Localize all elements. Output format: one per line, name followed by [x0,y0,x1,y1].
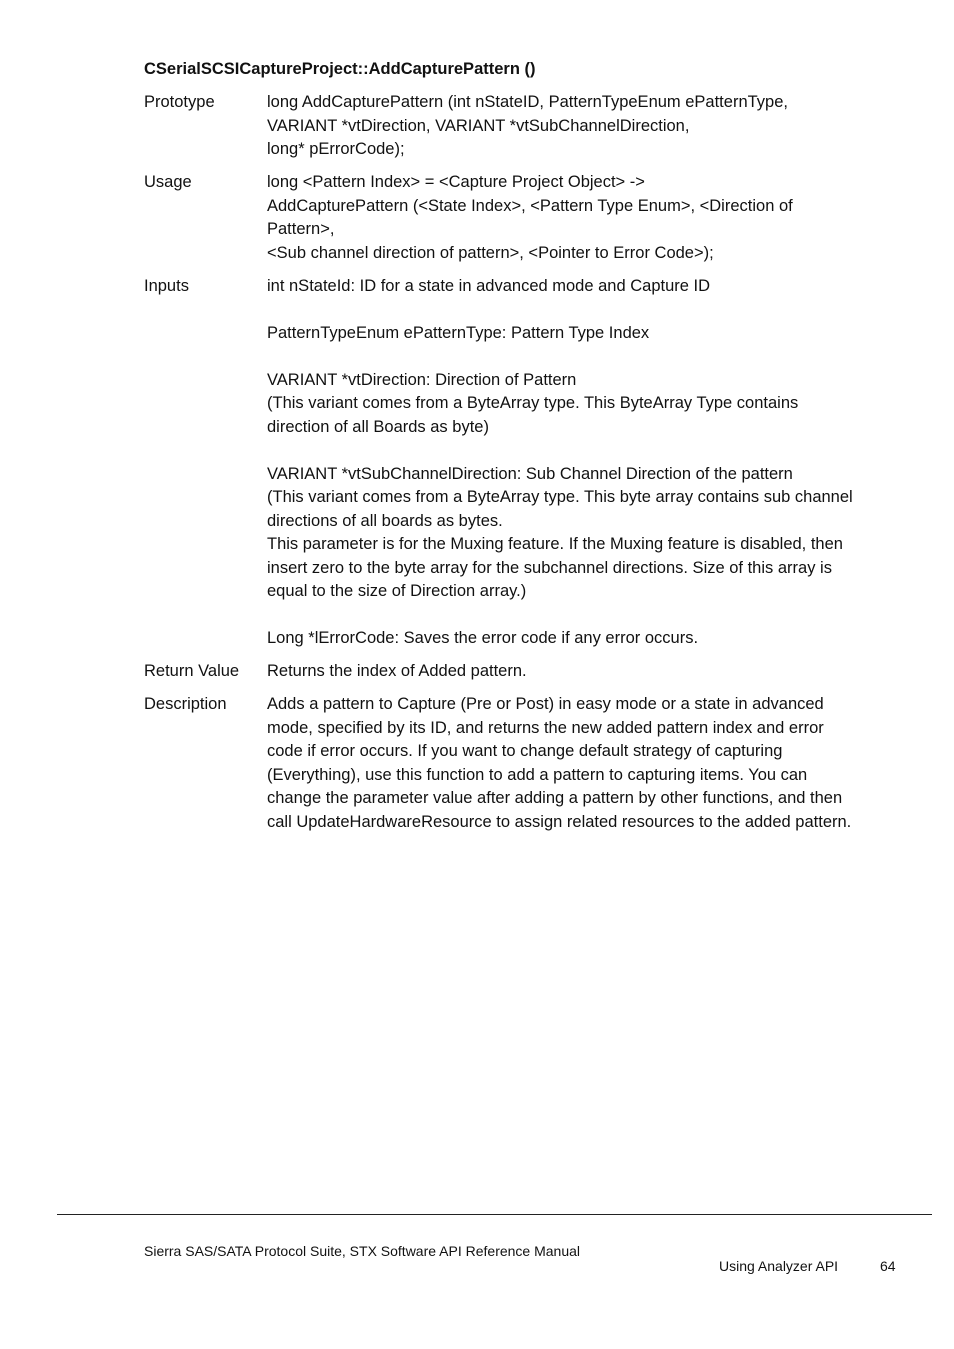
row-label: Inputs [144,276,189,295]
definition-row-inputs [144,275,904,651]
text-line: long* pErrorCode); [267,140,405,158]
text-line: code if error occurs. If you want to change default strategy of capturing [267,742,783,760]
row-value [267,275,904,651]
paragraph [267,322,904,346]
row-label: Usage [144,173,192,191]
paragraph [267,91,904,162]
row-value [267,171,904,265]
paragraph [267,660,904,684]
text-line: directions of all boards as bytes. [267,511,503,530]
text-line: call UpdateHardwareResource to assign related resources to the added pattern. [267,812,852,831]
footer-divider [57,1214,932,1215]
text-line: Long *lErrorCode: Saves the error code if any error occurs. [267,629,699,647]
text-line: Pattern>, [267,220,335,238]
text-line: insert zero to the byte array for the subchannel directions. Size of this array is [267,558,832,577]
row-value [267,660,904,684]
definition-row-return-value [144,660,904,684]
row-value [267,91,904,162]
paragraph [267,275,904,299]
footer-section-name: Using Analyzer API [719,1258,839,1274]
text-line: equal to the size of Direction array.) [267,582,527,600]
definition-row-usage [144,171,904,265]
text-line: direction of all Boards as byte) [267,417,489,436]
paragraph [267,369,904,440]
text-line: (Everything), use this function to add a pattern to capturing items. You can [267,765,808,784]
function-title: CSerialSCSICaptureProject::AddCapturePattern () [144,60,536,78]
paragraph [267,693,904,834]
definition-row-prototype [144,91,904,162]
paragraph [267,627,904,651]
paragraph [267,171,904,265]
text-line: VARIANT *vtDirection: Direction of Pattern [267,370,577,389]
text-line: VARIANT *vtDirection, VARIANT *vtSubChannelDirection, [267,116,690,135]
text-line: PatternTypeEnum ePatternType: Pattern Type Index [267,323,650,342]
text-line: <Sub channel direction of pattern>, <Pointer to Error Code>); [267,243,714,262]
row-label: Description [144,695,227,713]
text-line: VARIANT *vtSubChannelDirection: Sub Channel Direction of the pattern [267,464,793,483]
text-line: mode, specified by its ID, and returns the new added pattern index and error [267,718,824,737]
footer-manual-title: Sierra SAS/SATA Protocol Suite, STX Software API Reference Manual [144,1243,581,1259]
text-line: Adds a pattern to Capture (Pre or Post) in easy mode or a state in advanced [267,695,824,713]
text-line: AddCapturePattern (<State Index>, <Pattern Type Enum>, <Direction of [267,196,793,215]
text-line: (This variant comes from a ByteArray type. This byte array contains sub channel [267,488,853,506]
text-line: (This variant comes from a ByteArray type. This ByteArray Type contains [267,394,799,412]
text-line: int nStateId: ID for a state in advanced mode and Capture ID [267,276,711,295]
definition-row-description [144,693,904,834]
text-line: Returns the index of Added pattern. [267,662,527,680]
text-line: long <Pattern Index> = <Capture Project Object> -> [267,173,645,191]
footer-page-number: 64 [880,1258,896,1274]
row-label: Prototype [144,93,215,111]
row-value [267,693,904,834]
text-line: This parameter is for the Muxing feature. If the Muxing feature is disabled, then [267,535,843,553]
text-line: change the parameter value after adding a pattern by other functions, and then [267,789,843,807]
row-label: Return Value [144,662,240,680]
definition-table [144,91,904,844]
text-line: long AddCapturePattern (int nStateID, PatternTypeEnum ePatternType, [267,93,788,111]
paragraph [267,463,904,604]
